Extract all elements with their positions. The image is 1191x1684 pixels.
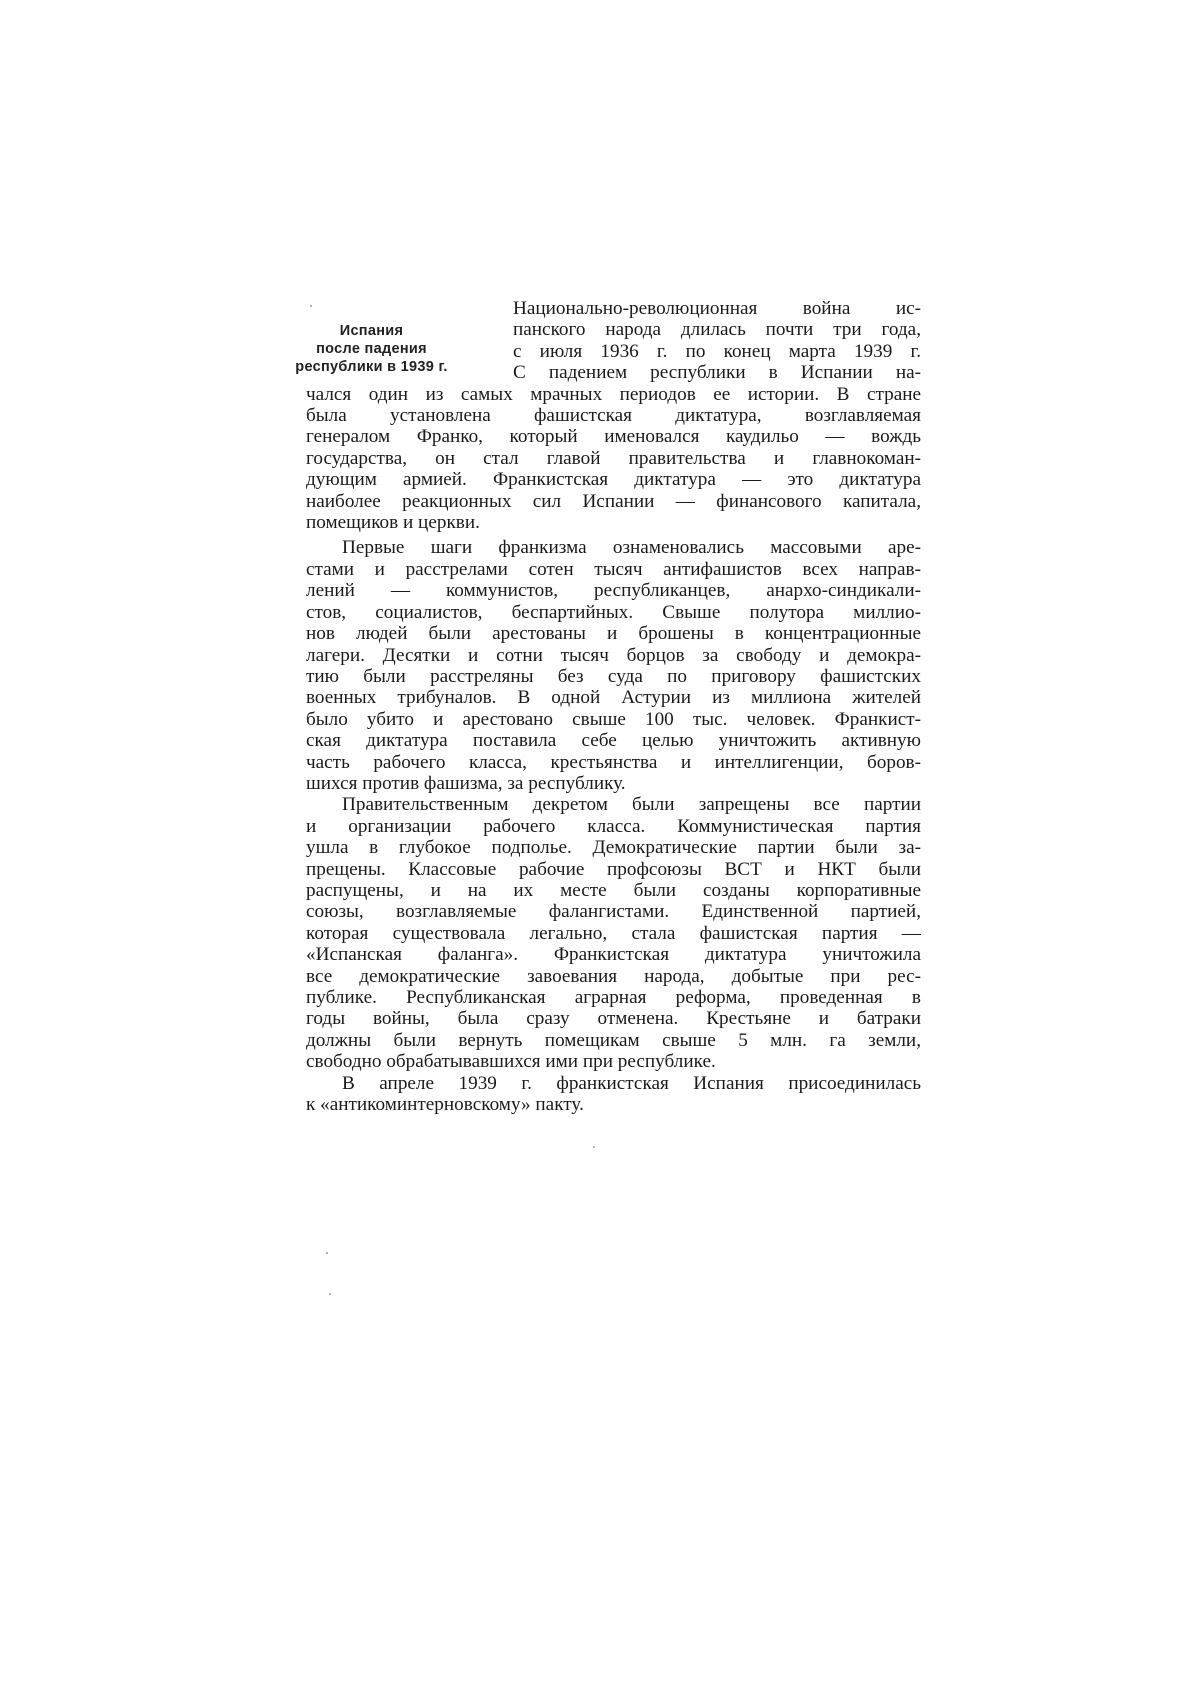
margin-heading [274,322,469,376]
text-line: Национально-революционная война ис- [513,298,921,319]
text-line: С падением республики в Испании на- [513,362,921,384]
scan-speck [329,1293,331,1295]
text-line: должны были вернуть помещикам свыше 5 млн. га земли, [306,1029,921,1051]
text-line: «Испанская фаланга». Франкистская диктатура уничтожила [306,944,921,966]
text-line: прещены. Классовые рабочие профсоюзы ВСТ и НКТ были [306,858,921,880]
text-line: государства, он стал главой правительства и главнокоман- [306,447,921,469]
text-line: помещиков и церкви. [306,512,480,534]
text-line: была установлена фашистская диктатура, возглавляемая [306,405,921,427]
text-line: стами и расстрелами сотен тысяч антифашистов всех направ- [306,558,921,580]
margin-heading-line: после падения [316,341,427,357]
text-line: шихся против фашизма, за республику. [306,772,626,794]
text-line: тию были расстреляны без суда по приговору фашистских [306,665,921,687]
text-line: которая существовала легально, стала фашистская партия — [306,922,921,944]
text-line: генералом Франко, который именовался каудильо — вождь [306,426,921,448]
text-line: часть рабочего класса, крестьянства и интеллигенции, боров- [306,751,921,773]
text-line: было убито и арестовано свыше 100 тыс. человек. Франкист- [306,708,921,730]
scan-speck [326,1252,328,1254]
text-line: ушла в глубокое подполье. Демократические партии были за- [306,837,921,859]
text-line: дующим армией. Франкистская диктатура — это диктатура [306,469,921,491]
text-line: нов людей были арестованы и брошены в концентрационные [306,623,921,645]
margin-heading-line: республики в 1939 г. [295,359,448,375]
text-line: публике. Республиканская аграрная реформа, проведенная в [306,987,921,1008]
text-line: стов, социалистов, беспартийных. Свыше полутора миллио- [306,601,921,623]
text-line: военных трибуналов. В одной Астурии из миллиона жителей [306,687,921,709]
text-line: Правительственным декретом были запрещены все партии [342,794,921,816]
text-line: В апреле 1939 г. франкистская Испания присоединилась [342,1072,921,1094]
text-line: годы войны, была сразу отменена. Крестьяне и батраки [306,1008,921,1030]
text-line: с июля 1936 г. по конец марта 1939 г. [513,340,921,362]
text-line: и организации рабочего класса. Коммунистическая партия [306,815,921,837]
text-line: к «антикоминтерновскому» пакту. [306,1094,584,1116]
scan-speck [593,1146,595,1148]
margin-heading-line: Испания [339,323,404,339]
text-line: лений — коммунистов, республиканцев, анархо-синдикали- [306,580,921,602]
scan-speck [310,305,312,307]
text-line: лагери. Десятки и сотни тысяч борцов за свободу и демокра- [306,644,921,666]
text-line: панского народа длилась почти три года, [513,319,921,341]
text-line: свободно обрабатывавшихся ими при республике. [306,1051,716,1073]
text-line: чался один из самых мрачных периодов ее истории. В стране [306,383,921,405]
text-line: наиболее реакционных сил Испании — финансового капитала, [306,490,921,512]
paragraph-2 [306,537,921,794]
paragraph-4 [306,1073,921,1116]
paragraph-3 [306,794,921,1072]
text-line: распущены, и на их месте были созданы корпоративные [306,879,921,901]
text-line: союзы, возглавляемые фалангистами. Единственной партией, [306,901,921,923]
text-line: все демократические завоевания народа, добытые при рес- [306,965,921,987]
text-line: Первые шаги франкизма ознаменовались массовыми аре- [342,537,921,559]
paragraph-1-full-lines [306,384,921,534]
text-line: ская диктатура поставила себе целью уничтожить активную [306,730,921,752]
text-block [295,298,921,1116]
